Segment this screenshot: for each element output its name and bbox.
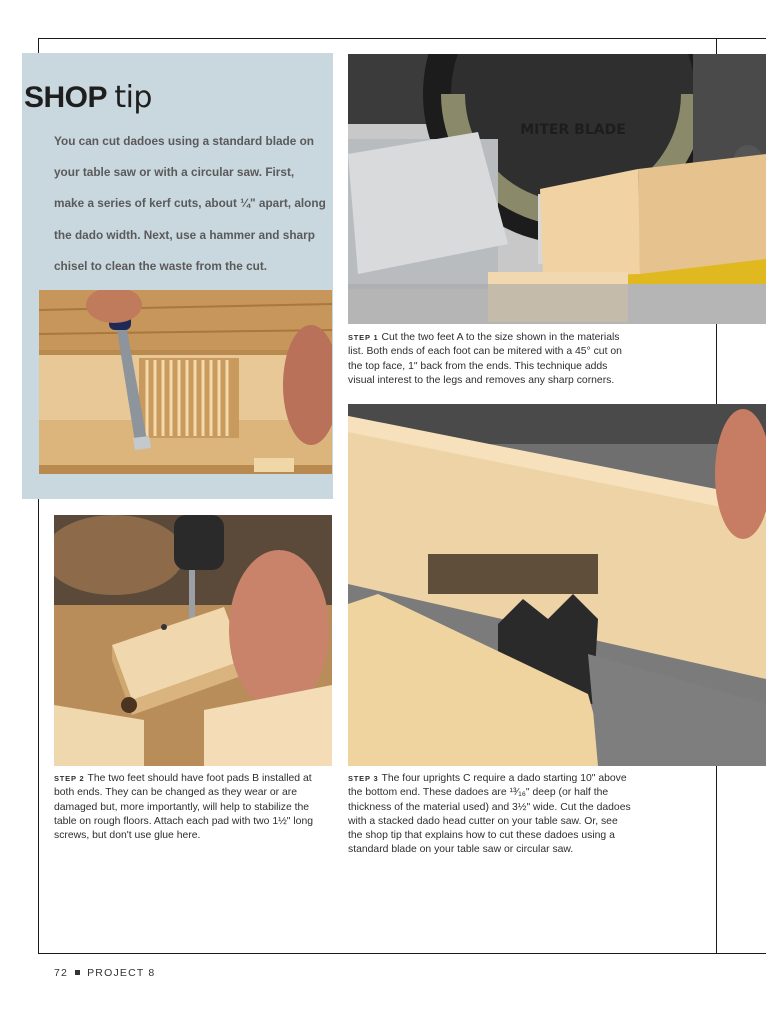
step1-label: STEP 1 [348, 333, 379, 342]
step2-drilling-photo [54, 515, 332, 766]
page-folio [54, 967, 155, 979]
step3-caption [348, 772, 633, 858]
step1-caption [348, 331, 630, 388]
step2-caption [54, 772, 329, 843]
step2-text: The two feet should have foot pads B installed at both ends. They can be changed as they wear or are damaged but, more importantly, will help to stabilize the table on rough floors. Attach each pad with two 1½" long screws, but don't use glue here. [54, 773, 314, 842]
frame-top-rule [38, 38, 766, 39]
frame-bottom-rule [38, 953, 766, 954]
step3-table-saw-photo [348, 404, 766, 766]
folio-separator-square [75, 970, 80, 975]
step1-miter-saw-photo [348, 54, 766, 324]
shop-tip-chisel-photo [39, 290, 332, 474]
step2-label: STEP 2 [54, 774, 85, 783]
shop-tip-title-light: tip [114, 80, 152, 115]
miter-blade-text: MITER BLADE [520, 122, 626, 138]
shop-tip-title [24, 80, 152, 116]
step1-text: Cut the two feet A to the size shown in the materials list. Both ends of each foot can be mitered with a 45° cut on the top face, 1" back from the ends. This technique adds visual interest to the legs and removes any sharp corners. [348, 332, 622, 386]
step3-label: STEP 3 [348, 774, 379, 783]
shop-tip-title-bold: SHOP [24, 81, 107, 114]
page-number: 72 [54, 967, 69, 979]
step3-text: The four uprights C require a dado starting 10" above the bottom end. These dadoes are ¹³⁄₁₆" deep (or half the thickness of the material used) and 3½" wide. Cut the dadoes with a stacked dado head cutter on your table saw. Or, see the shop tip that explains how to cut these dadoes using a standard blade on your table saw or circular saw. [348, 773, 631, 856]
folio-section: PROJECT 8 [87, 967, 156, 979]
shop-tip-body: You can cut dadoes using a standard blade on your table saw or with a circular saw. First, make a series of kerf cuts, about ¼" apart, along the dado width. Next, use a hammer and sharp chisel to clean the waste from the cut. [54, 134, 326, 273]
